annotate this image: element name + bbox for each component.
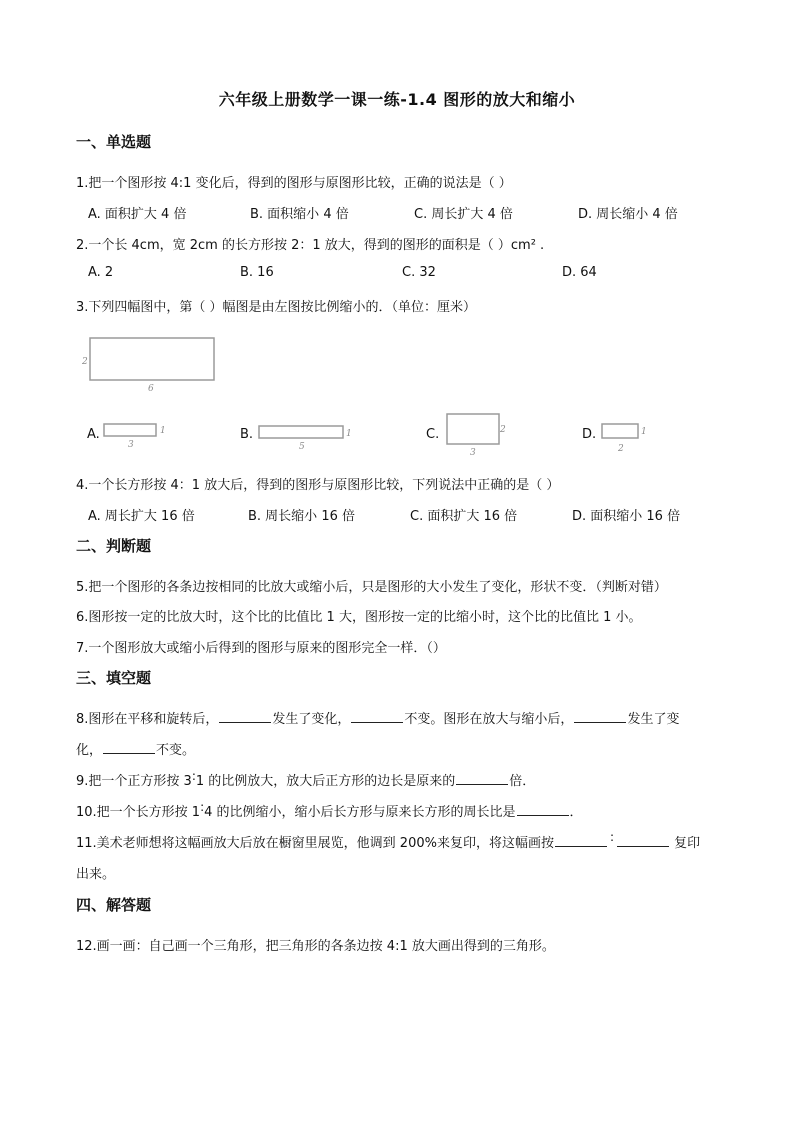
q3-option-c-rectangle (447, 414, 499, 444)
q2-option-c[interactable]: C. 32 (402, 265, 436, 280)
q10-blank[interactable] (517, 814, 569, 816)
q8-text-3: 不变。图形在放大与缩小后， (404, 712, 574, 727)
q3-option-b-bottom-label: 5 (299, 442, 305, 450)
q3-option-d-label[interactable]: D. (582, 427, 597, 442)
q3-option-c-side-label: 2 (500, 425, 506, 435)
q3-option-b-label[interactable]: B. (240, 427, 254, 442)
q3-option-a-label[interactable]: A. (87, 427, 100, 442)
q4-option-d[interactable]: D. 面积缩小 16 倍 (572, 509, 681, 524)
q10-ratio-colon: : (200, 800, 205, 814)
q3-option-d-figure[interactable] (598, 420, 658, 454)
q1-option-b[interactable]: B. 面积缩小 4 倍 (250, 207, 349, 222)
q3-main-rectangle-figure (76, 333, 226, 393)
section-heading-fill-blank: 三、填空题 (76, 669, 152, 687)
question-11-line-2: 出来。 (76, 867, 116, 882)
q8-text-4: 发生了变 (627, 712, 680, 727)
q8-blank-1[interactable] (219, 721, 271, 723)
q8-blank-3[interactable] (574, 721, 626, 723)
q9-text-1: 9.把一个正方形按 3 (76, 774, 192, 789)
q9-text-2: 1 的比例放大，放大后正方形的边长是原来的 (195, 774, 456, 789)
q9-ratio-colon: : (191, 769, 196, 783)
q2-option-a[interactable]: A. 2 (88, 265, 114, 280)
q4-option-a[interactable]: A. 周长扩大 16 倍 (88, 509, 195, 524)
q3-option-b-side-label: 1 (346, 429, 352, 439)
q3-main-bottom-label: 6 (148, 384, 154, 393)
q3-option-c-bottom-label: 3 (470, 448, 476, 456)
q8-text-6: 不变。 (156, 743, 196, 758)
q11-text-2: 复印 (674, 836, 701, 851)
q10-text-2: 4 的比例缩小，缩小后长方形与原来长方形的周长比是 (204, 805, 516, 820)
q3-option-a-rectangle (104, 424, 156, 436)
q3-option-a-figure[interactable] (100, 420, 170, 450)
q11-ratio-colon: : (609, 830, 615, 844)
q8-text-1: 8.图形在平移和旋转后， (76, 712, 219, 727)
q8-blank-4[interactable] (103, 752, 155, 754)
section-heading-single-choice: 一、单选题 (76, 133, 152, 151)
page-title: 六年级上册数学一课一练-1.4 图形的放大和缩小 (218, 90, 576, 109)
question-11-line-1 (76, 832, 700, 851)
q1-option-a[interactable]: A. 面积扩大 4 倍 (88, 207, 187, 222)
q8-blank-2[interactable] (351, 721, 403, 723)
q2-option-d[interactable]: D. 64 (562, 265, 597, 280)
q1-option-d[interactable]: D. 周长缩小 4 倍 (578, 207, 678, 222)
question-1: 1.把一个图形按 4:1 变化后，得到的图形与原图形比较，正确的说法是（ ） (76, 176, 512, 191)
question-5: 5.把一个图形的各条边按相同的比放大或缩小后，只是图形的大小发生了变化，形状不变．（判断对错） (76, 580, 667, 595)
q1-option-c[interactable]: C. 周长扩大 4 倍 (414, 207, 513, 222)
question-6: 6.图形按一定的比放大时，这个比的比值比 1 大，图形按一定的比缩小时，这个比的比值比 1 小。 (76, 610, 642, 625)
question-8-line-1 (76, 708, 679, 727)
q4-option-c[interactable]: C. 面积扩大 16 倍 (410, 509, 518, 524)
q3-option-c-label[interactable]: C. (426, 427, 440, 442)
q9-text-3: 倍． (509, 774, 536, 789)
q11-text-1: 11.美术老师想将这幅画放大后放在橱窗里展览，他调到 200%来复印，将这幅画按 (76, 836, 554, 851)
question-4: 4.一个长方形按 4：1 放大后，得到的图形与原图形比较，下列说法中正确的是（ ） (76, 478, 560, 493)
q10-text-1: 10.把一个长方形按 1 (76, 805, 201, 820)
q11-blank-1[interactable] (555, 845, 607, 847)
section-heading-answer: 四、解答题 (76, 896, 152, 914)
question-7: 7.一个图形放大或缩小后得到的图形与原来的图形完全一样．（） (76, 641, 446, 656)
question-9 (76, 770, 535, 789)
question-8-line-2 (76, 739, 195, 758)
question-12: 12.画一画：自己画一个三角形，把三角形的各条边按 4:1 放大画出得到的三角形。 (76, 939, 555, 954)
section-heading-true-false: 二、判断题 (76, 537, 152, 555)
q3-option-d-bottom-label: 2 (618, 444, 624, 454)
q3-option-a-bottom-label: 3 (128, 440, 134, 450)
q4-option-b[interactable]: B. 周长缩小 16 倍 (248, 509, 355, 524)
q10-text-3: ． (569, 805, 583, 820)
q3-option-c-figure[interactable] (442, 410, 512, 456)
q3-option-d-side-label: 1 (641, 427, 647, 437)
q9-blank[interactable] (456, 783, 508, 785)
q3-main-rectangle (90, 338, 214, 380)
q2-option-b[interactable]: B. 16 (240, 265, 274, 280)
question-2: 2.一个长 4cm，宽 2cm 的长方形按 2：1 放大，得到的图形的面积是（ ）cm² . (76, 238, 545, 253)
q11-blank-2[interactable] (617, 845, 669, 847)
question-10 (76, 801, 583, 820)
q3-option-d-rectangle (602, 424, 638, 438)
q3-option-b-figure[interactable] (254, 420, 354, 450)
q3-option-b-rectangle (259, 426, 343, 438)
question-3: 3.下列四幅图中，第（ ）幅图是由左图按比例缩小的．（单位：厘米） (76, 300, 477, 315)
q8-text-5: 化， (76, 743, 103, 758)
q3-main-side-label: 2 (82, 357, 88, 367)
q3-option-a-side-label: 1 (160, 426, 166, 436)
q8-text-2: 发生了变化， (272, 712, 351, 727)
